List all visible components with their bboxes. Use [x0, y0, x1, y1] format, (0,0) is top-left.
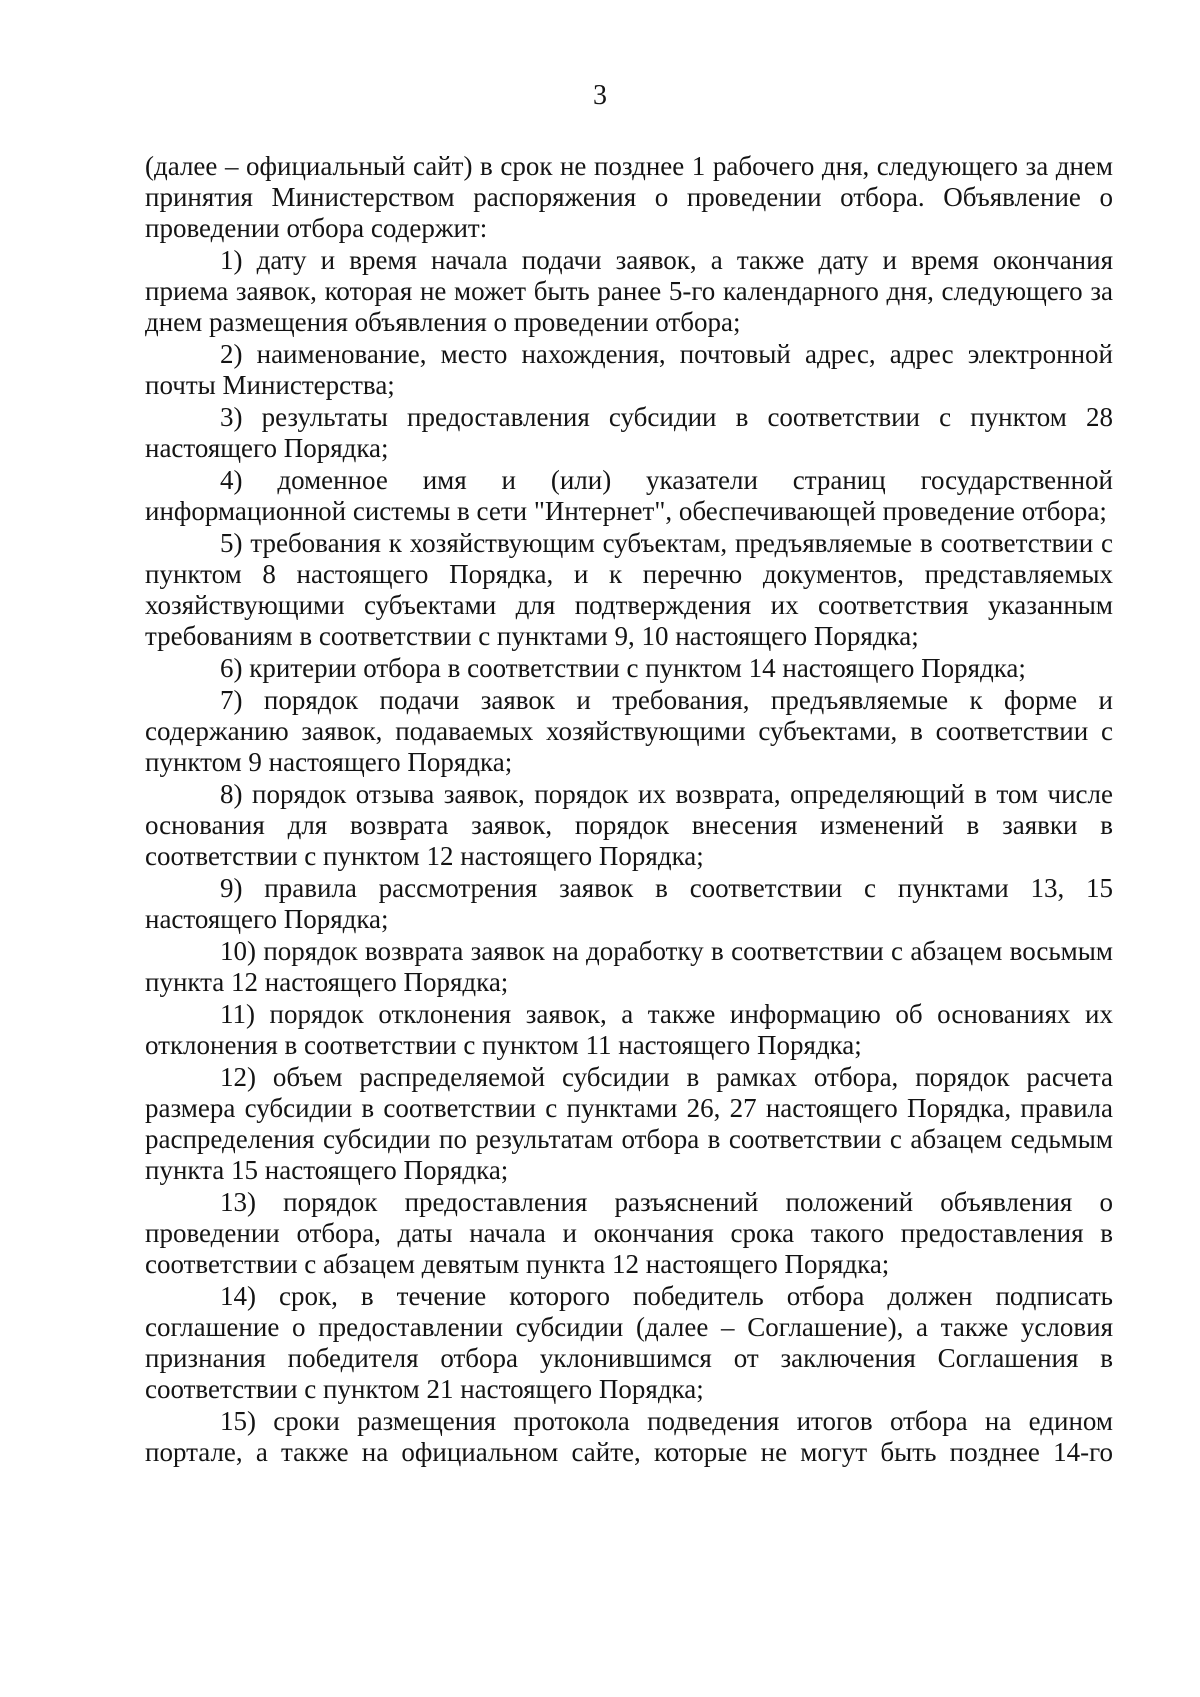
list-item-2: 2) наименование, место нахождения, почтовый адрес, адрес электронной почты Министерства; [145, 339, 1113, 400]
list-item-7: 7) порядок подачи заявок и требования, предъявляемые к форме и содержанию заявок, подаваемых хозяйствующими субъектами, в соответствии с пунктом 9 настоящего Порядка; [145, 685, 1113, 777]
list-item-8: 8) порядок отзыва заявок, порядок их возврата, определяющий в том числе основания для возврата заявок, порядок внесения изменений в заявки в соответствии с пунктом 12 настоящего Порядка; [145, 779, 1113, 871]
list-item-12: 12) объем распределяемой субсидии в рамках отбора, порядок расчета размера субсидии в соответствии с пунктами 26, 27 настоящего Порядка, правила распределения субсидии по результатам отбора в соответствии с абзацем седьмым пункта 15 настоящего Порядка; [145, 1062, 1113, 1185]
list-item-11: 11) порядок отклонения заявок, а также информацию об основаниях их отклонения в соответствии с пунктом 11 настоящего Порядка; [145, 999, 1113, 1060]
document-body [145, 151, 1113, 1469]
list-item-1: 1) дату и время начала подачи заявок, а также дату и время окончания приема заявок, которая не может быть ранее 5-го календарного дня, следующего за днем размещения объявления о проведении отбора; [145, 245, 1113, 337]
list-item-13: 13) порядок предоставления разъяснений положений объявления о проведении отбора, даты начала и окончания срока такого предоставления в соответствии с абзацем девятым пункта 12 настоящего Порядка; [145, 1187, 1113, 1279]
list-item-6: 6) критерии отбора в соответствии с пунктом 14 настоящего Порядка; [220, 653, 1026, 683]
list-item-9: 9) правила рассмотрения заявок в соответствии с пунктами 13, 15 настоящего Порядка; [145, 873, 1113, 934]
page-number: 3 [593, 80, 607, 111]
list-item-3: 3) результаты предоставления субсидии в соответствии с пунктом 28 настоящего Порядка; [145, 402, 1113, 463]
list-item-15: 15) сроки размещения протокола подведения итогов отбора на едином портале, а также на официальном сайте, которые не могут быть позднее 14-го [145, 1406, 1113, 1467]
list-item-4: 4) доменное имя и (или) указатели страниц государственной информационной системы в сети "Интернет", обеспечивающей проведение отбора; [145, 465, 1113, 526]
list-item-10: 10) порядок возврата заявок на доработку в соответствии с абзацем восьмым пункта 12 настоящего Порядка; [145, 936, 1113, 997]
list-item-5: 5) требования к хозяйствующим субъектам, предъявляемые в соответствии с пунктом 8 настоящего Порядка, и к перечню документов, представляемых хозяйствующими субъектами для подтверждения их соответствия указанным требованиям в соответствии с пунктами 9, 10 настоящего Порядка; [145, 528, 1113, 651]
paragraph-continuation: (далее – официальный сайт) в срок не позднее 1 рабочего дня, следующего за днем принятия Министерством распоряжения о проведении отбора. Объявление о проведении отбора содержит: [145, 151, 1113, 243]
list-item-14: 14) срок, в течение которого победитель отбора должен подписать соглашение о предоставлении субсидии (далее – Соглашение), а также условия признания победителя отбора уклонившимся от заключения Соглашения в соответствии с пунктом 21 настоящего Порядка; [145, 1281, 1113, 1404]
